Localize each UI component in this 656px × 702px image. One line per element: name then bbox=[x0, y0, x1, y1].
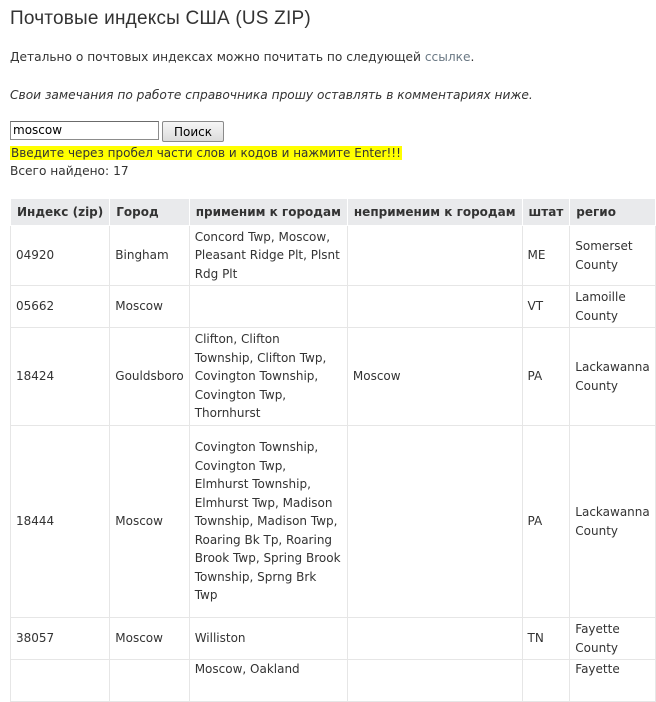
region-cell: Somerset County bbox=[570, 226, 655, 286]
col-state-header[interactable]: штат bbox=[522, 199, 570, 226]
page-title: Почтовые индексы США (US ZIP) bbox=[10, 8, 311, 29]
not-applicable-cell bbox=[347, 286, 522, 328]
not-applicable-cell bbox=[347, 426, 522, 618]
zip-cell: 05662 bbox=[11, 286, 110, 328]
found-label: Всего найдено: bbox=[10, 164, 110, 178]
applicable-cell bbox=[189, 286, 347, 328]
state-cell: PA bbox=[522, 426, 570, 618]
applicable-cell: Williston bbox=[189, 618, 347, 660]
not-applicable-cell bbox=[347, 226, 522, 286]
table-row bbox=[11, 226, 656, 286]
col-city-header[interactable]: Город bbox=[110, 199, 189, 226]
not-applicable-cell bbox=[347, 618, 522, 660]
city-cell: Moscow bbox=[110, 286, 189, 328]
applicable-cell: Clifton, Clifton Township, Clifton Twp, Covington Township, Covington Twp, Thornhurst bbox=[189, 328, 347, 426]
region-cell: Fayette County bbox=[570, 618, 655, 660]
city-cell: Moscow bbox=[110, 426, 189, 618]
search-button[interactable]: Поиск bbox=[162, 121, 224, 142]
region-cell: Lamoille County bbox=[570, 286, 655, 328]
state-cell: TN bbox=[522, 618, 570, 660]
col-region-header[interactable]: регио bbox=[570, 199, 655, 226]
applicable-cell: Covington Township, Covington Twp, Elmhurst Township, Elmhurst Twp, Madison Township, Madison Twp, Roaring Bk Tp, Roaring Brook Twp, Spring Brook Township, Sprng Brk Twp bbox=[189, 426, 347, 618]
applicable-cell: Concord Twp, Moscow, Pleasant Ridge Plt, Plsnt Rdg Plt bbox=[189, 226, 347, 286]
not-applicable-cell: Moscow bbox=[347, 328, 522, 426]
zip-cell: 38057 bbox=[11, 618, 110, 660]
region-cell: Fayette bbox=[570, 660, 655, 702]
applicable-cell: Moscow, Oakland bbox=[189, 660, 347, 702]
city-cell bbox=[110, 660, 189, 702]
region-cell: Lackawanna County bbox=[570, 328, 655, 426]
city-cell: Bingham bbox=[110, 226, 189, 286]
col-zip-header[interactable]: Индекс (zip) bbox=[11, 199, 110, 226]
intro-label: Детально о почтовых индексах можно почитать по следующей bbox=[10, 50, 421, 64]
city-cell: Gouldsboro bbox=[110, 328, 189, 426]
city-cell: Moscow bbox=[110, 618, 189, 660]
table-row bbox=[11, 328, 656, 426]
table-header-row bbox=[11, 199, 656, 226]
intro-tail: . bbox=[470, 50, 475, 64]
state-cell bbox=[522, 660, 570, 702]
zip-cell: 04920 bbox=[11, 226, 110, 286]
zip-cell: 18444 bbox=[11, 426, 110, 618]
state-cell: VT bbox=[522, 286, 570, 328]
zip-cell bbox=[11, 660, 110, 702]
zip-cell: 18424 bbox=[11, 328, 110, 426]
state-cell: PA bbox=[522, 328, 570, 426]
table-row bbox=[11, 660, 656, 702]
table-row bbox=[11, 286, 656, 328]
results-table bbox=[10, 198, 656, 702]
not-applicable-cell bbox=[347, 660, 522, 702]
col-applicable-header[interactable]: применим к городам bbox=[189, 199, 347, 226]
region-cell: Lackawanna County bbox=[570, 426, 655, 618]
table-row bbox=[11, 618, 656, 660]
state-cell: ME bbox=[522, 226, 570, 286]
search-hint: Введите через пробел части слов и кодов и нажмите Enter!!! bbox=[11, 146, 401, 160]
col-not-applicable-header[interactable]: неприменим к городам bbox=[347, 199, 522, 226]
details-link[interactable]: ссылке bbox=[424, 50, 471, 64]
comment-note: Свои замечания по работе справочника прошу оставлять в комментариях ниже. bbox=[10, 88, 533, 102]
found-count: 17 bbox=[113, 164, 129, 178]
table-row bbox=[11, 426, 656, 618]
